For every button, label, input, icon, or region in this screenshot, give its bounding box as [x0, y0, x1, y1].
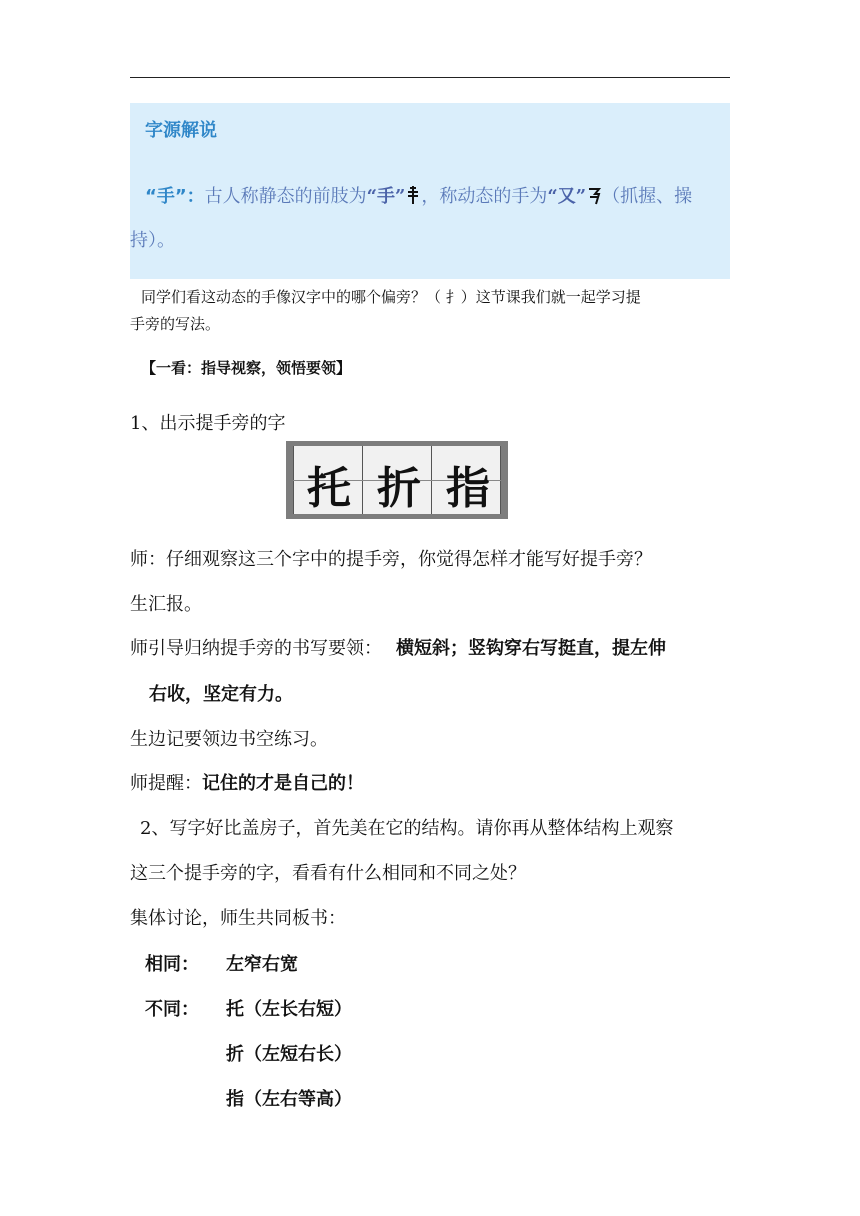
origin-quote-char: “手”： [145, 186, 205, 207]
teacher-question: 师：仔细观察这三个字中的提手旁，你觉得怎样才能写好提手旁？ [130, 549, 652, 570]
practice-line: 生边记要领边书空练习。 [130, 729, 328, 750]
origin-text-a: 古人称静态的前肢为 [204, 186, 367, 207]
diff-item-zhe: 折（左短右长） [226, 1044, 352, 1065]
character-photo [286, 441, 508, 519]
remind-prefix: 师提醒： [130, 773, 202, 794]
item1-label: 1、出示提手旁的字 [130, 413, 286, 434]
diff-item-tuo: 托（左长右短） [226, 999, 352, 1020]
intro-line-1: 同学们看这动态的手像汉字中的哪个偏旁？（ 扌）这节课我们就一起学习提 [141, 288, 641, 306]
diff-label: 不同： [145, 999, 199, 1020]
origin-text-b: ，称动态的手为 [421, 186, 548, 207]
origin-shou-quote: “手” [366, 186, 406, 207]
item2-line-1: 2、写字好比盖房子，首先美在它的结构。请你再从整体结构上观察 [140, 818, 674, 839]
ancient-you-glyph [586, 184, 602, 206]
origin-text-line-2: 持）。 [130, 230, 175, 251]
same-value: 左窄右宽 [226, 954, 298, 975]
sample-char-zhe: 折 [377, 463, 421, 514]
diff-item-zhi: 指（左右等高） [226, 1089, 352, 1110]
student-report: 生汇报。 [130, 594, 202, 615]
origin-text-line-1 [145, 182, 692, 208]
origin-title: 字源解说 [145, 120, 217, 141]
header-rule [130, 77, 730, 78]
remind-bold: 记住的才是自己的！ [202, 773, 364, 794]
intro-line-2: 手旁的写法。 [130, 315, 221, 333]
origin-you-quote: “又” [547, 186, 587, 207]
guide-bold-1: 横短斜；竖钩穿右写挺直，提左伸 [396, 638, 666, 659]
grid-paper [293, 446, 501, 514]
item2-line-2: 这三个提手旁的字，看看有什么相同和不同之处？ [130, 863, 526, 884]
ancient-hand-glyph [405, 184, 421, 206]
remind-line [130, 769, 364, 795]
sample-char-tuo: 托 [307, 463, 351, 514]
guide-prefix: 师引导归纳提手旁的书写要领： [130, 638, 382, 659]
same-label: 相同： [145, 954, 199, 975]
discuss-line: 集体讨论，师生共同板书： [130, 908, 346, 929]
sample-char-zhi: 指 [446, 463, 490, 514]
origin-text-c: （抓握、操 [602, 186, 693, 207]
section-heading: 【一看：指导视察，领悟要领】 [141, 359, 352, 377]
guide-line-2: 右收，坚定有力。 [149, 684, 293, 705]
guide-line-1 [130, 634, 666, 660]
